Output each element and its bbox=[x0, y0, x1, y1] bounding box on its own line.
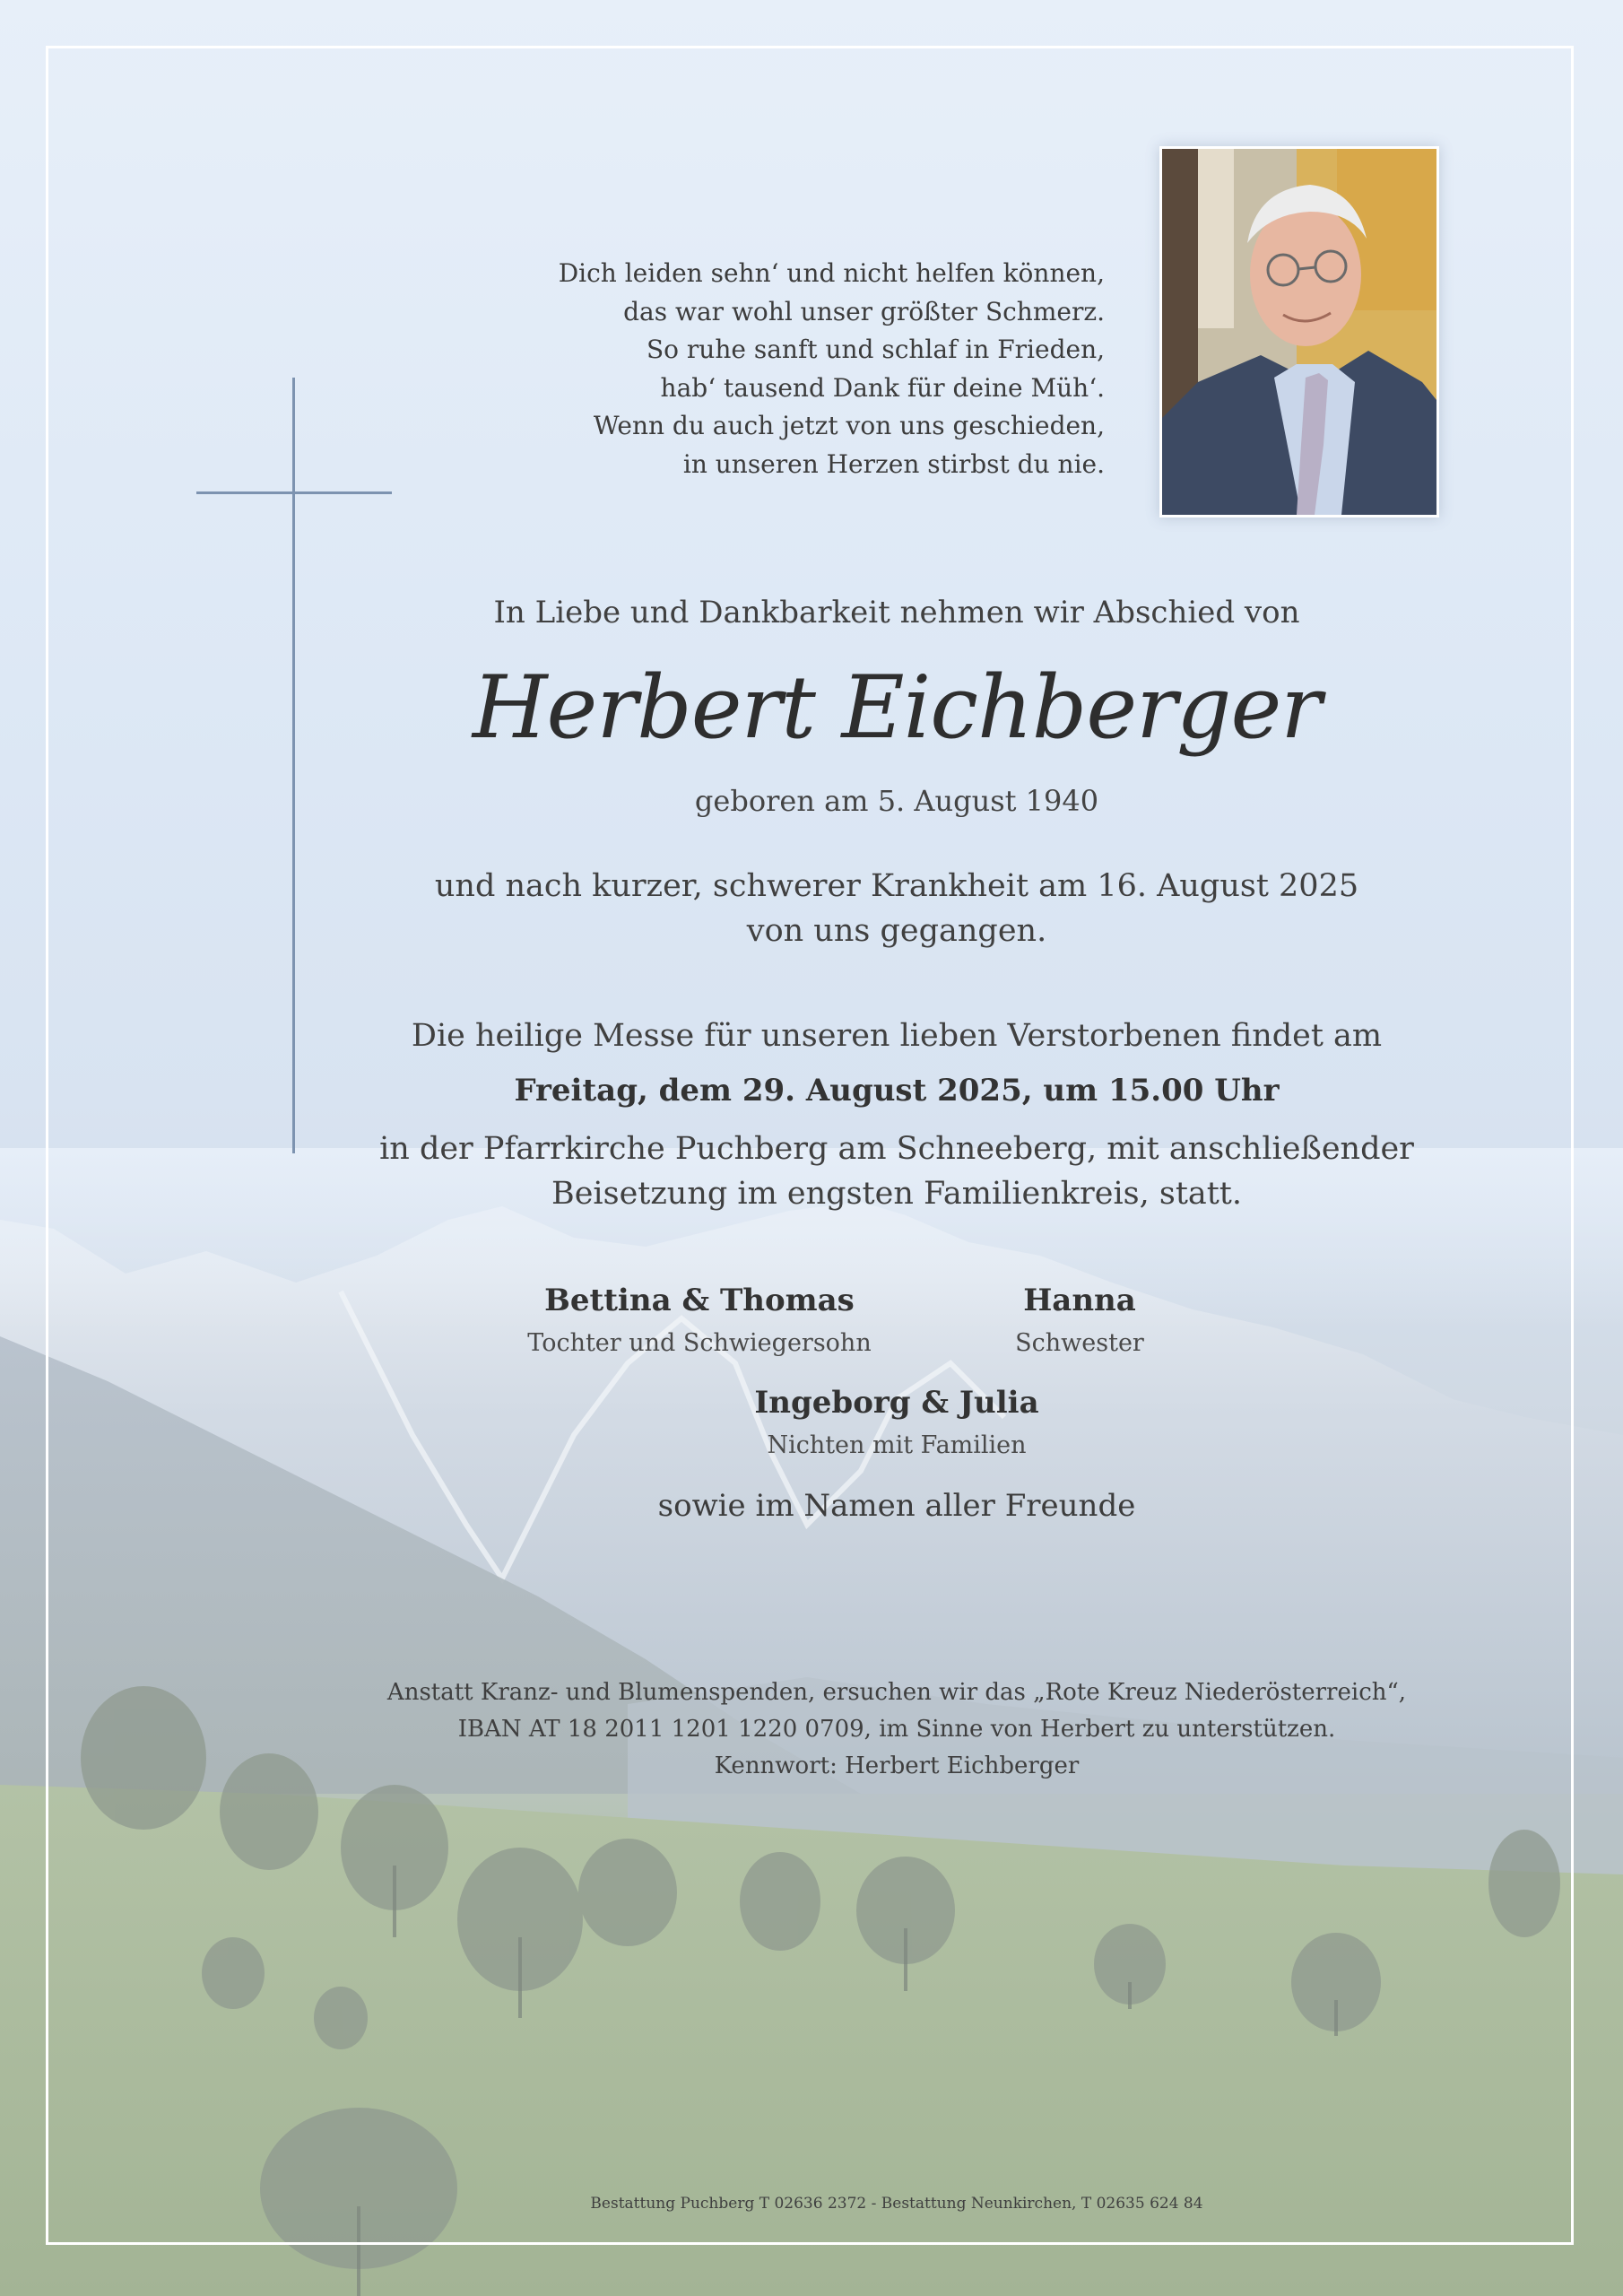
poem-line: Wenn du auch jetzt von uns geschieden, bbox=[593, 411, 1105, 440]
family-member-relation: Tochter und Schwiegersohn bbox=[527, 1329, 872, 1357]
farewell-intro: In Liebe und Dankbarkeit nehmen wir Abschied von bbox=[493, 595, 1300, 631]
family-member-name: Hanna bbox=[1023, 1283, 1136, 1318]
death-notice-line: und nach kurzer, schwerer Krankheit am 16. August 2025 bbox=[434, 868, 1359, 904]
portrait-illustration bbox=[1162, 149, 1436, 515]
death-notice-line: von uns gegangen. bbox=[746, 913, 1047, 949]
poem-line: in unseren Herzen stirbst du nie. bbox=[682, 448, 1105, 479]
poem-line: hab‘ tausend Dank für deine Müh‘. bbox=[660, 372, 1105, 403]
poem bbox=[502, 255, 1105, 483]
church-info bbox=[359, 1126, 1435, 1216]
poem-line: So ruhe sanft und schlaf in Frieden, bbox=[646, 335, 1105, 364]
donation-request bbox=[359, 1674, 1435, 1785]
family-member-relation: Schwester bbox=[1015, 1329, 1144, 1357]
family-member-name: Ingeborg & Julia bbox=[754, 1385, 1039, 1421]
family-member-name: Bettina & Thomas bbox=[544, 1283, 855, 1318]
donation-line: Anstatt Kranz- und Blumenspenden, ersuchen wir das „Rote Kreuz Niederösterreich“, bbox=[386, 1679, 1407, 1706]
church-line: in der Pfarrkirche Puchberg am Schneeberg, mit anschließender bbox=[379, 1131, 1414, 1167]
family-member-relation: Nichten mit Familien bbox=[767, 1431, 1027, 1459]
deceased-name: Herbert Eichberger bbox=[472, 657, 1322, 758]
poem-line: das war wohl unser größter Schmerz. bbox=[623, 296, 1105, 326]
poem-line: Dich leiden sehn‘ und nicht helfen können, bbox=[558, 258, 1105, 288]
portrait-photo bbox=[1159, 146, 1439, 517]
donation-line: IBAN AT 18 2011 1201 1220 0709, im Sinne von Herbert zu unterstützen. bbox=[457, 1716, 1336, 1743]
mass-date: Freitag, dem 29. August 2025, um 15.00 Uhr bbox=[514, 1073, 1280, 1109]
friends-line: sowie im Namen aller Freunde bbox=[657, 1488, 1136, 1524]
death-notice bbox=[359, 864, 1435, 953]
mass-intro: Die heilige Messe für unseren lieben Verstorbenen findet am bbox=[411, 1018, 1383, 1054]
birth-date: geboren am 5. August 1940 bbox=[694, 784, 1099, 818]
donation-line: Kennwort: Herbert Eichberger bbox=[714, 1752, 1080, 1779]
funeral-home-footer: Bestattung Puchberg T 02636 2372 - Bestattung Neunkirchen, T 02635 624 84 bbox=[590, 2195, 1203, 2213]
cross-icon-bar bbox=[196, 491, 392, 494]
church-line: Beisetzung im engsten Familienkreis, statt. bbox=[551, 1176, 1242, 1212]
